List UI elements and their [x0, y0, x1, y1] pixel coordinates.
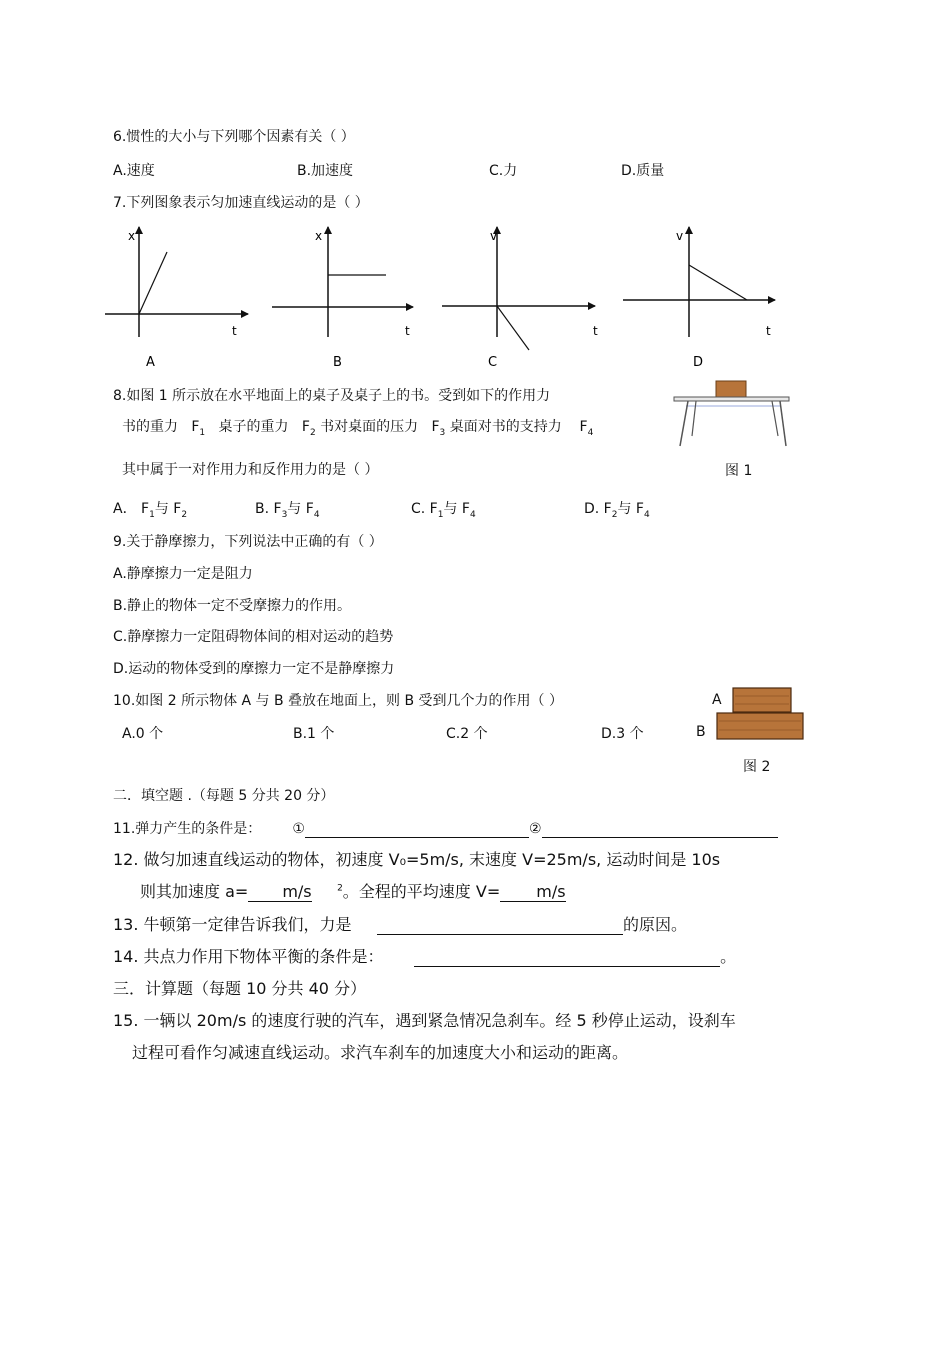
q15-line-2: 过程可看作匀减速直线运动。求汽车刹车的加速度大小和运动的距离。 [132, 1043, 629, 1062]
q9-option-b: B.静止的物体一定不受摩擦力的作用。 [113, 598, 352, 614]
q13-tail: 的原因。 [622, 915, 687, 934]
q10-option-b: B.1 个 [293, 726, 335, 742]
graph-a-ylabel: x [128, 229, 136, 243]
figure-2-label: 图 2 [743, 759, 771, 775]
graph-b-xlabel: t [405, 324, 410, 338]
q11-blank-2[interactable] [542, 821, 778, 838]
q11-blank-1[interactable] [305, 821, 529, 838]
table-leg [780, 401, 786, 446]
q8-option-c: C. $F_1$与 $F_4$ [411, 501, 476, 520]
block-a [733, 688, 791, 712]
q7-graphs [95, 222, 795, 372]
block-b-label: B [696, 724, 706, 740]
table-top [674, 397, 789, 401]
q9-option-c: C.静摩擦力一定阻碍物体间的相对运动的趋势 [113, 629, 394, 645]
graph-c-line [497, 306, 529, 350]
q6-option-b: B.加速度 [297, 163, 354, 179]
q10-stem: 10.如图 2 所示物体 A 与 B 叠放在地面上，则 B 受到几个力的作用（ ） [113, 693, 564, 709]
q15-line-1: 15. 一辆以 20m/s 的速度行驶的汽车，遇到紧急情况急刹车。经 5 秒停止运动，设刹车 [113, 1011, 736, 1030]
section-3-title: 三．计算题（每题 10 分共 40 分） [113, 979, 367, 998]
q8-stem: 8.如图 1 所示放在水平地面上的桌子及桌子上的书。受到如下的作用力 [113, 388, 551, 404]
q14-blank[interactable] [414, 950, 720, 967]
graph-d [623, 227, 775, 370]
q8-option-a: A． $F_1$与 $F_2$ [113, 501, 188, 520]
q6-option-d: D.质量 [621, 163, 665, 179]
q12-unit-v: m/s [536, 882, 566, 901]
q11 [113, 818, 778, 838]
q14 [113, 944, 736, 967]
graph-c-xlabel: t [593, 324, 598, 338]
q10-option-c: C.2 个 [446, 726, 488, 742]
graph-c-ylabel: v [490, 229, 498, 243]
figure-1-label: 图 1 [725, 463, 753, 479]
q14-tail: 。 [720, 947, 737, 966]
q12-blank-v[interactable] [500, 885, 536, 902]
q6-stem: 6.惯性的大小与下列哪个因素有关（ ） [113, 129, 355, 145]
q8-force-4: 桌面对书的支持力 $F_4$ [449, 419, 594, 438]
q13-stem: 13. 牛顿第一定律告诉我们，力是 [113, 915, 352, 934]
graph-b-ylabel: x [315, 229, 323, 243]
q12-unit-a: m/s [282, 882, 312, 901]
graph-d-ylabel: v [676, 229, 684, 243]
q8-question: 其中属于一对作用力和反作用力的是（ ） [122, 462, 379, 478]
graph-b [272, 227, 413, 370]
q11-mark-1: ① [292, 821, 305, 837]
q7-stem: 7.下列图象表示匀加速直线运动的是（ ） [113, 195, 369, 211]
book-icon [716, 381, 746, 398]
q11-stem: 11.弹力产生的条件是： [113, 821, 262, 837]
q12-line-1: 12. 做匀加速直线运动的物体，初速度 V₀=5m/s, 末速度 V=25m/s, 运动时间是 10s [113, 850, 721, 869]
q8-force-2: 桌子的重力 $F_2$ [218, 419, 316, 438]
q8-option-d: D. $F_2$与 $F_4$ [584, 501, 650, 520]
block-a-label: A [712, 692, 722, 708]
q6-option-a: A.速度 [113, 163, 155, 179]
figure-1-table [668, 378, 798, 450]
graph-d-line [689, 265, 747, 300]
q14-stem: 14. 共点力作用下物体平衡的条件是： [113, 947, 384, 966]
section-2-title: 二．填空题 .（每题 5 分共 20 分） [113, 788, 335, 804]
block-b [717, 713, 803, 739]
graph-d-xlabel: t [766, 324, 771, 338]
q8-force-3: 书对桌面的压力 $F_3$ [320, 419, 446, 438]
q12-blank-a[interactable] [248, 885, 282, 902]
graph-d-label: D [693, 355, 704, 370]
table-leg [680, 401, 688, 446]
figure-2-blocks [715, 686, 807, 742]
q10-option-a: A.0 个 [122, 726, 164, 742]
q12-line-2: 则其加速度 a= m/s $^2$。全程的平均速度 V= m/s [140, 882, 566, 901]
q13-blank[interactable] [377, 918, 623, 935]
graph-a [105, 227, 248, 370]
q9-option-a: A.静摩擦力一定是阻力 [113, 566, 253, 582]
graph-a-label: A [146, 355, 155, 370]
q13 [113, 912, 687, 935]
graph-c [442, 227, 598, 370]
q10-option-d: D.3 个 [601, 726, 644, 742]
q9-stem: 9.关于静摩擦力，下列说法中正确的有（ ） [113, 534, 383, 550]
q9-option-d: D.运动的物体受到的摩擦力一定不是静摩擦力 [113, 661, 395, 677]
graph-b-label: B [333, 355, 342, 370]
q11-mark-2: ② [528, 821, 542, 837]
q6-option-c: C.力 [489, 163, 518, 179]
graph-a-line [139, 252, 167, 314]
q8-option-b: B. $F_3$与 $F_4$ [255, 501, 320, 520]
q12-sup: 2 [337, 883, 343, 894]
q8-forces [122, 416, 593, 438]
graph-c-label: C [488, 355, 498, 370]
graph-a-xlabel: t [232, 324, 237, 338]
q8-force-1: 书的重力 $F_1$ [122, 419, 206, 438]
